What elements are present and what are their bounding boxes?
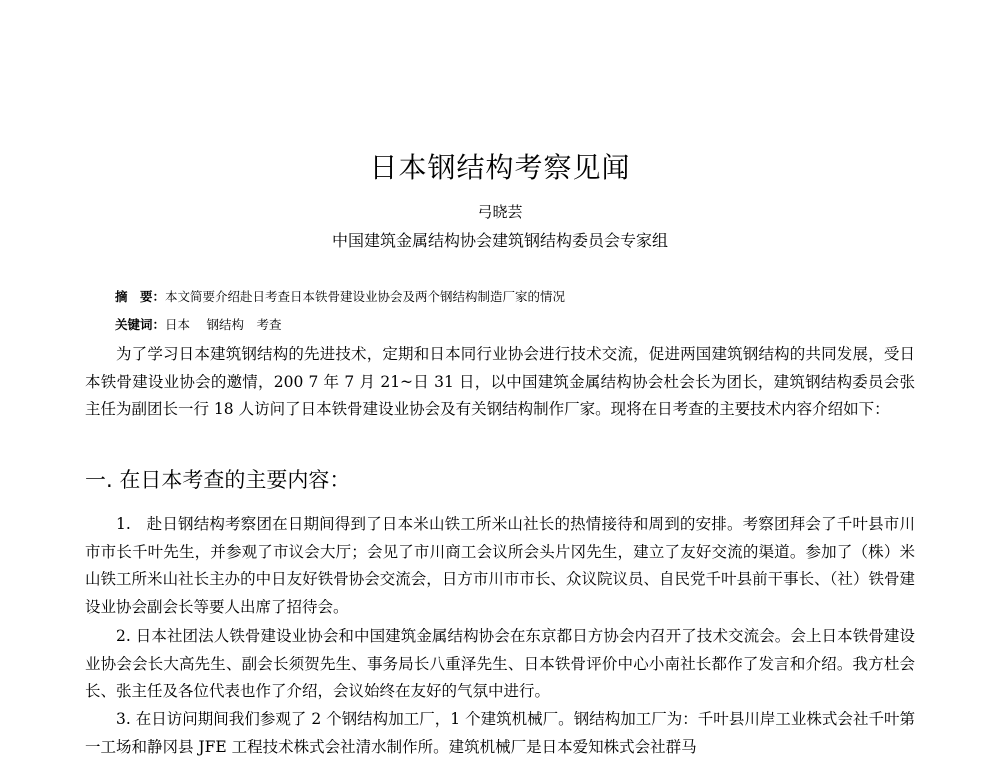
- article-title: 日本钢结构考察见闻: [369, 151, 631, 184]
- intro-paragraph: 为了学习日本建筑钢结构的先进技术，定期和日本同行业协会进行技术交流，促进两国建筑钢结构的共同发展，受日本铁骨建设业协会的邀情，200 7 年 7 月 21~日 31 日，以中国建筑金属结构协会杜会长为团长，建筑钢结构委员会张主任为副团长一行 18 人访问了日本铁骨建设业协会及有关钢结构制作厂家。现将在日考查的主要技术内容介绍如下：: [85, 345, 915, 418]
- body-paragraph-1: 1. 赴日钢结构考察团在日期间得到了日本米山铁工所米山社长的热情接待和周到的安排。考察团拜会了千叶县市川市市长千叶先生，并参观了市议会大厅；会见了市川商工会议所会头片冈先生，建立了友好交流的渠道。参加了（株）米山铁工所米山社长主办的中日友好铁骨协会交流会，日方市川市市长、众议院议员、自民党千叶县前干事长、（社）铁骨建设业协会副会长等要人出席了招待会。: [85, 515, 915, 616]
- keywords-label: 关键词：: [115, 317, 166, 332]
- author-affiliation: 中国建筑金属结构协会建筑钢结构委员会专家组: [331, 231, 668, 250]
- section-heading: 一. 在日本考查的主要内容：: [85, 468, 351, 492]
- body-paragraph-2: 2. 日本社团法人铁骨建设业协会和中国建筑金属结构协会在东京都日方协会内召开了技术交流会。会上日本铁骨建设业协会会长大高先生、副会长须贺先生、事务局长八重泽先生、日本铁骨评价中心小南社长都作了发言和介绍。我方杜会长、张主任及各位代表也作了介绍，会议始终在友好的气氛中进行。: [85, 627, 915, 700]
- keywords: [115, 316, 915, 334]
- abstract-text: 本文简要介绍赴日考查日本铁骨建设业协会及两个钢结构制造厂家的情况: [165, 289, 566, 304]
- article-author: 弓晓芸: [477, 203, 523, 221]
- keywords-text: 日本 钢结构 考查: [165, 317, 282, 332]
- abstract: [115, 288, 915, 306]
- body-paragraph-3: 3. 在日访问期间我们参观了 2 个钢结构加工厂，1 个建筑机械厂。钢结构加工厂为：千叶县川岸工业株式会社千叶第一工场和静冈县 JFE 工程技术株式会社清水制作所。建筑机械厂是日本爱知株式会社群马: [85, 710, 915, 756]
- abstract-label: 摘 要：: [115, 289, 166, 304]
